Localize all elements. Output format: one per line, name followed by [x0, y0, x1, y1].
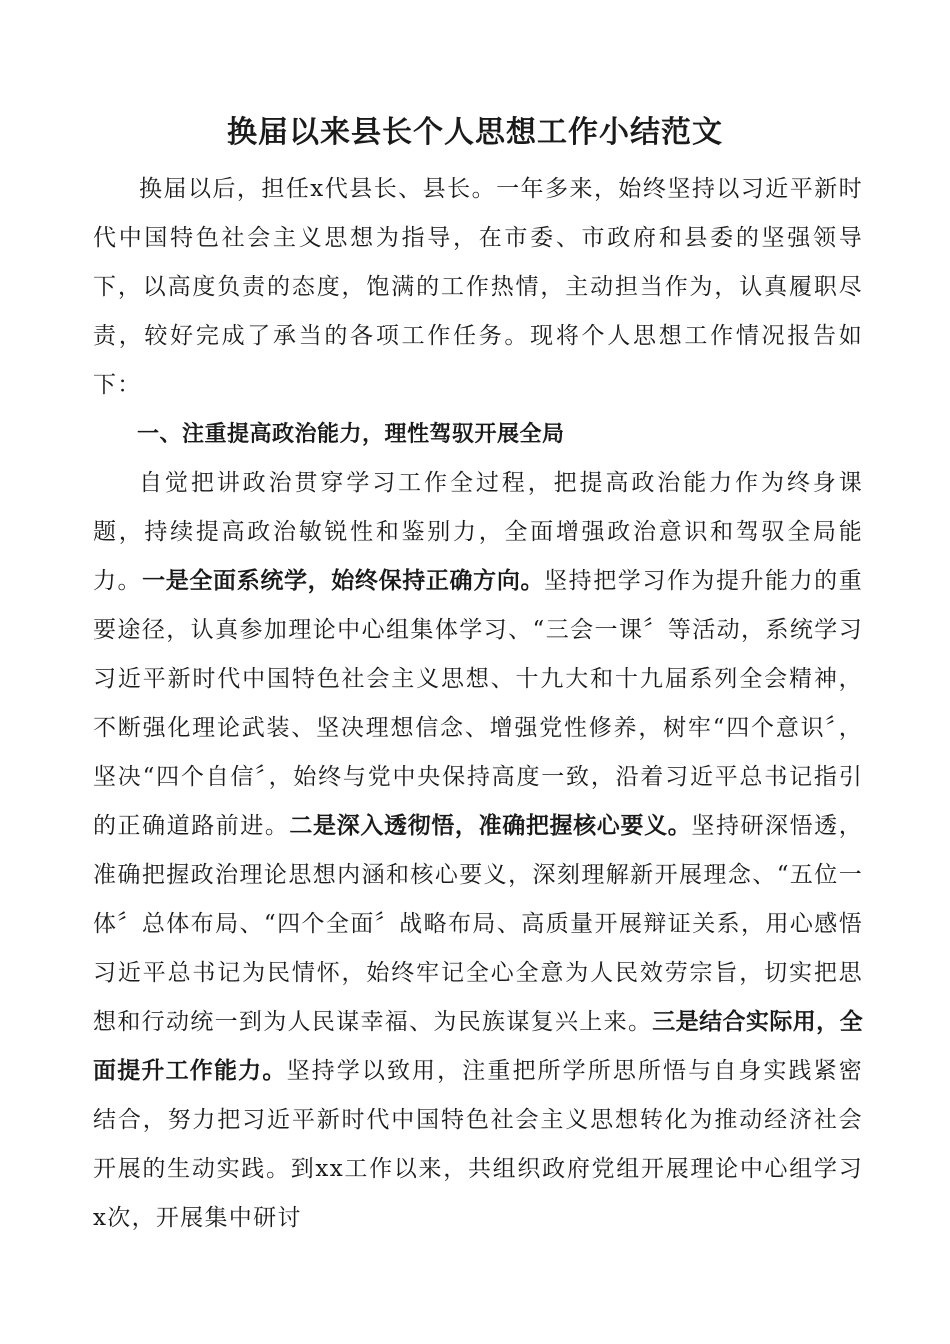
- lead-sentence-1: 一是全面系统学，始终保持正确方向。: [142, 568, 545, 594]
- section-1-text-3: 坚持学以致用，注重把所学所思所悟与自身实践紧密结合，努力把习近平新时代中国特色社会主义思想转化为推动经济社会开展的生动实践。到xx工作以来，共组织政府党组开展理论中心组学习x次，开展集中研讨: [93, 1058, 863, 1231]
- section-1-opening: 自觉把讲政治贯穿学习工作全过程，把提高政治能力作为终身课题，持续提高政治敏锐性和鉴别力，全面增强政治意识和驾驭全局能力。: [93, 470, 863, 594]
- section-1-text-1: 坚持把学习作为提升能力的重要途径，认真参加理论中心组集体学习、“三会一课〞等活动，系统学习习近平新时代中国特色社会主义思想、十九大和十九届系列全会精神，不断强化理论武装、坚决理想信念、增强党性修养，树牢“四个意识〞，坚决“四个自信〞，始终与党中央保持高度一致，沿着习近平总书记指引的正确道路前进。: [93, 568, 863, 839]
- document-body: [93, 165, 863, 1243]
- lead-sentence-3: 三是结合实际用，全面提升工作能力。: [93, 1009, 863, 1084]
- document-title: 换届以来县长个人思想工作小结范文: [227, 115, 723, 150]
- section-1-heading: 一、注重提高政治能力，理性驾驭开展全局: [137, 422, 565, 447]
- intro-paragraph: 换届以后，担任x代县长、县长。一年多来，始终坚持以习近平新时代中国特色社会主义思想为指导，在市委、市政府和县委的坚强领导下，以高度负责的态度，饱满的工作热情，主动担当作为，认真履职尽责，较好完成了承当的各项工作任务。现将个人思想工作情况报告如下：: [93, 176, 863, 398]
- section-1-paragraph: [93, 459, 863, 1243]
- lead-sentence-2: 二是深入透彻悟，准确把握核心要义。: [289, 813, 692, 839]
- section-1-text-2: 坚持研深悟透，准确把握政治理论思想内涵和核心要义，深刻理解新开展理念、“五位一体〞总体布局、“四个全面〞战略布局、高质量开展辩证关系，用心感悟习近平总书记为民情怀，始终牢记全心全意为人民效劳宗旨，切实把思想和行动统一到为人民谋幸福、为民族谋复兴上来。: [93, 813, 863, 1035]
